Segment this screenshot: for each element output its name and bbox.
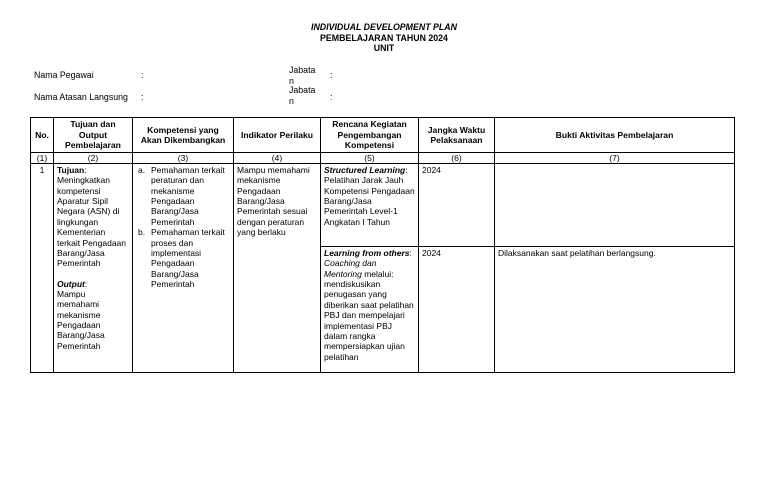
tujuan-colon: : <box>84 165 87 175</box>
list-item-text: Pemahaman terkait peraturan dan mekanisme Pengadaan Barang/Jasa Pemerintah <box>151 165 225 227</box>
tujuan-label: Tujuan <box>57 165 85 175</box>
jangka-1: 2024 <box>419 164 494 247</box>
rencana-2-colon: : <box>409 248 412 258</box>
jabatan-label-text: n <box>289 76 294 86</box>
header-tujuan: Tujuan dan Output Pembelajaran <box>54 118 133 153</box>
jabatan-label-2 <box>289 85 315 107</box>
list-item <box>136 165 230 227</box>
rencana-structured <box>321 164 418 247</box>
nama-pegawai-label: Nama Pegawai <box>34 70 94 80</box>
kompetensi-cell <box>133 164 234 373</box>
rencana-1-label: Structured Learning <box>324 165 406 175</box>
nama-pegawai-colon: : <box>141 70 144 80</box>
tujuan-text: Meningkatkan kompetensi Aparatur Sipil Negara (ASN) di lingkungan Kementerian terkait Pengadaan Barang/Jasa Pemerintah <box>57 175 126 269</box>
row-number: 1 <box>31 164 54 373</box>
jabatan-label-text: n <box>289 96 294 106</box>
jabatan-colon-1: : <box>330 70 333 80</box>
document-title <box>0 22 768 54</box>
header-rencana: Rencana Kegiatan Pengembangan Kompetensi <box>321 118 419 153</box>
title-line-1: INDIVIDUAL DEVELOPMENT PLAN <box>311 22 457 32</box>
header-jangka: Jangka Waktu Pelaksanaan <box>419 118 495 153</box>
jabatan-label-text: Jabata <box>289 85 316 95</box>
column-number: (4) <box>234 153 321 164</box>
header-kompetensi: Kompetensi yang Akan Dikembangkan <box>133 118 234 153</box>
column-number: (1) <box>31 153 54 164</box>
bukti-1 <box>495 164 734 247</box>
rencana-1-text: Pelatihan Jarak Jauh Kompetensi Pengadaan Barang/Jasa Pemerintah Level-1 Angkatan I Tahun <box>324 175 415 227</box>
column-number: (3) <box>133 153 234 164</box>
jabatan-colon-2: : <box>330 92 333 102</box>
jangka-2: 2024 <box>422 248 441 258</box>
table-header-row <box>31 118 735 153</box>
tujuan-cell <box>54 164 133 373</box>
output-label: Output <box>57 278 85 289</box>
list-item <box>136 227 230 289</box>
column-number: (6) <box>419 153 495 164</box>
header-no: No. <box>31 118 54 153</box>
column-number-row <box>31 153 735 164</box>
jabatan-label-1 <box>289 65 315 87</box>
rencana-2-italic: Coaching dan Mentoring <box>324 258 377 279</box>
jabatan-label-text: Jabata <box>289 65 316 75</box>
bukti-cell <box>495 164 735 373</box>
jangka-cell <box>419 164 495 373</box>
table-row <box>31 164 735 373</box>
title-line-3: UNIT <box>373 43 395 54</box>
list-marker: b. <box>138 227 146 238</box>
header-bukti: Bukti Aktivitas Pembelajaran <box>495 118 735 153</box>
rencana-cell <box>321 164 419 373</box>
column-number: (7) <box>495 153 735 164</box>
output-colon: : <box>84 278 88 289</box>
bukti-2: Dilaksanakan saat pelatihan berlangsung. <box>498 248 656 258</box>
indikator-cell: Mampu memahami mekanisme Pengadaan Barang/Jasa Pemerintah sesuai dengan peraturan yang berlaku <box>234 164 321 373</box>
nama-atasan-label: Nama Atasan Langsung <box>34 92 128 102</box>
list-item-text: Pemahaman terkait proses dan implementasi Pengadaan Barang/Jasa Pemerintah <box>151 227 225 289</box>
header-indikator: Indikator Perilaku <box>234 118 321 153</box>
rencana-learning-others <box>321 247 418 363</box>
nama-atasan-colon: : <box>141 92 144 102</box>
output-text: Mampu memahami mekanisme Pengadaan Barang/Jasa Pemerintah <box>57 288 105 351</box>
column-number: (5) <box>321 153 419 164</box>
rencana-1-colon: : <box>405 165 408 175</box>
rencana-2-text: melalui: mendiskusikan penugasan yang diberikan saat pelatihan PBJ dan mempelajari implementasi PBJ dalam rangka mempersiapkan ujian pelatihan <box>324 268 414 362</box>
title-line-2: PEMBELAJARAN TAHUN 2024 <box>320 32 448 43</box>
list-marker: a. <box>138 165 146 175</box>
idp-table <box>30 117 735 373</box>
column-number: (2) <box>54 153 133 164</box>
rencana-2-label: Learning from others <box>324 248 410 258</box>
kompetensi-list <box>136 165 230 289</box>
